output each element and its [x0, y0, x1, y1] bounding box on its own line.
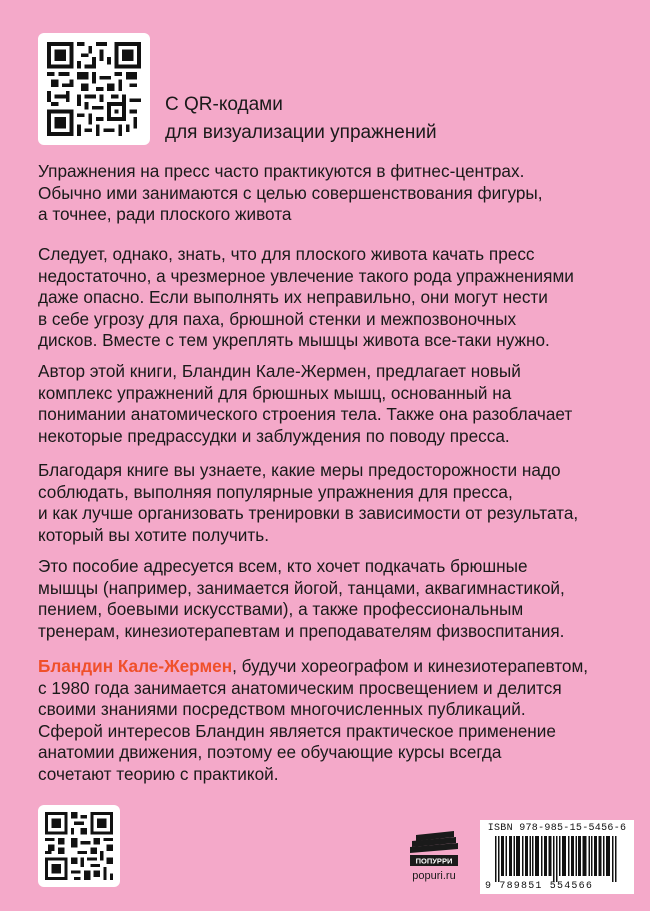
text-line: Благодаря книге вы узнаете, какие меры предосторожности надо: [38, 460, 561, 480]
publisher-logo-text: ПОПУРРИ: [415, 856, 453, 866]
author-name: Бландин Кале-Жермен: [38, 656, 233, 676]
qr-code-pattern: [45, 812, 113, 880]
text-line: Автор этой книги, Бландин Кале-Жермен, предлагает новый: [38, 361, 521, 381]
isbn-barcode-box: [480, 820, 634, 894]
text-line: своими знаниями посредством многочисленных публикаций.: [38, 699, 526, 720]
text-line: дисков. Вместе с тем укреплять мышцы живота все-таки нужно.: [38, 330, 550, 351]
qr-code-top-icon[interactable]: [38, 33, 150, 145]
text-line: а точнее, ради плоского живота: [38, 204, 292, 225]
text-line: тренерам, кинезиотерапевтам и преподавателям физвоспитания.: [38, 620, 565, 641]
text-line: анатомии движения, поэтому ее обучающие курсы всегда: [38, 742, 502, 763]
text-line: в себе угрозу для паха, брюшной стенки и межпозвоночных: [38, 308, 517, 329]
qr-caption-line: С QR-кодами: [165, 94, 283, 115]
paragraph-warning: [38, 244, 610, 352]
text-line: сочетают теорию с практикой.: [38, 763, 279, 784]
paragraph-audience: [38, 556, 610, 642]
text-line: даже опасно. Если выполнять их неправильно, они могут нести: [38, 287, 548, 308]
qr-caption-line: для визуализации упражнений: [165, 122, 437, 143]
author-bio-first-line-rest: , будучи хореографом и кинезиотерапевтом,: [232, 656, 589, 676]
publisher-logo-icon: [408, 829, 460, 869]
text-line: Следует, однако, знать, что для плоского живота качать пресс: [38, 244, 535, 264]
qr-caption: [165, 91, 437, 147]
text-line: недостаточно, а чрезмерное увлечение такого рода упражнениями: [38, 265, 574, 286]
text-line: комплекс упражнений для брюшных мышц, основанный на: [38, 382, 512, 403]
qr-code-pattern: [47, 42, 141, 136]
text-line: пением, боевыми искусствами), а также профессиональным: [38, 599, 524, 620]
text-line: Упражнения на пресс часто практикуются в фитнес-центрах.: [38, 161, 525, 181]
isbn-label: ISBN 978-985-15-5456-6: [487, 823, 627, 834]
text-line: Это пособие адресуется всем, кто хочет подкачать брюшные: [38, 556, 528, 576]
barcode-icon: [485, 836, 629, 882]
text-line: и как лучше организовать тренировки в зависимости от результата,: [38, 503, 579, 524]
publisher-url[interactable]: popuri.ru: [412, 870, 456, 882]
text-line: который вы хотите получить.: [38, 524, 270, 545]
text-line: Сферой интересов Бландин является практическое применение: [38, 720, 556, 741]
author-bio-first-line: [38, 656, 610, 678]
paragraph-author-method: [38, 361, 610, 447]
qr-code-bottom-icon[interactable]: [38, 805, 120, 887]
text-line: понимании анатомического строения тела. Также она разоблачает: [38, 404, 573, 425]
barcode-digits: 9 789851 554566: [485, 881, 594, 892]
text-line: Обычно ими занимаются с целью совершенствования фигуры,: [38, 182, 543, 203]
text-line: соблюдать, выполняя популярные упражнения для пресса,: [38, 481, 513, 502]
paragraph-intro: [38, 161, 610, 226]
text-line: мышцы (например, занимается йогой, танцами, аквагимнастикой,: [38, 577, 565, 598]
author-bio: [38, 656, 610, 786]
text-line: с 1980 года занимается анатомическим просвещением и делится: [38, 677, 562, 698]
text-line: некоторые предрассудки и заблуждения по поводу пресса.: [38, 425, 510, 446]
paragraph-benefits: [38, 460, 610, 546]
